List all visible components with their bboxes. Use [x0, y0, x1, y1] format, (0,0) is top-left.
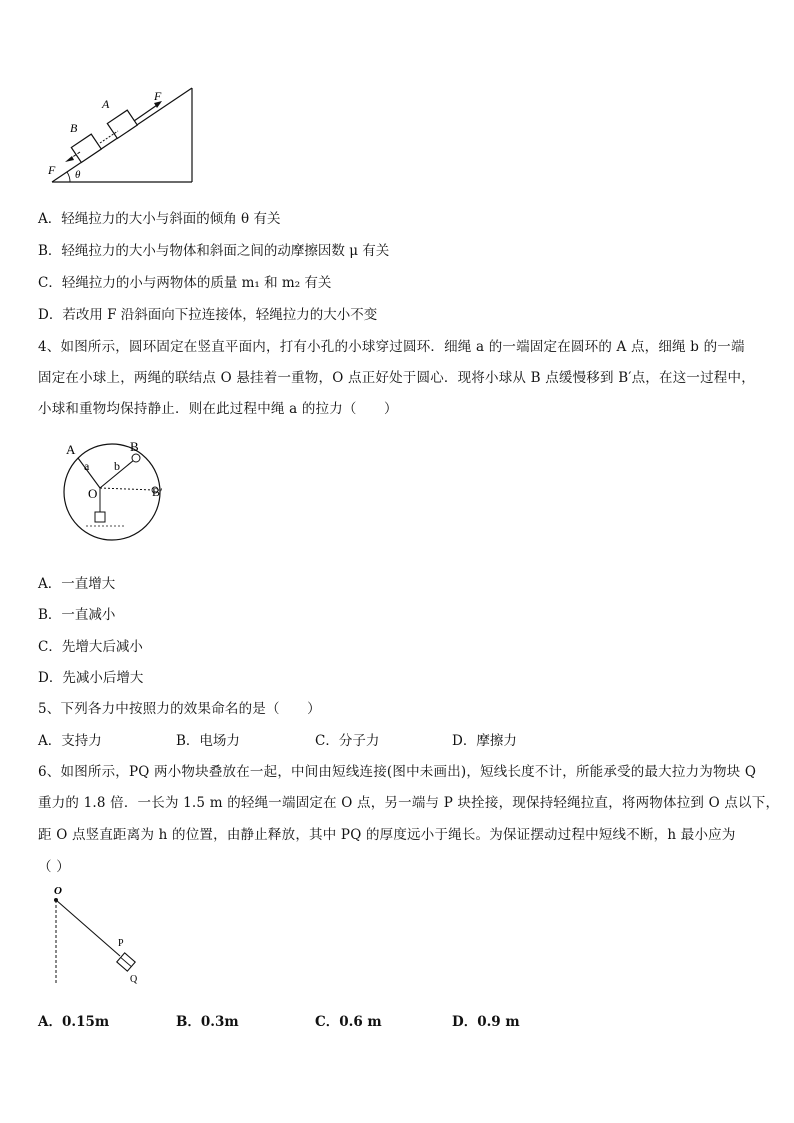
q3-option-a: A．轻绳拉力的大小与斜面的倾角 θ 有关 — [38, 211, 281, 227]
q6-stem-line3: 距 O 点竖直距离为 h 的位置，由静止释放，其中 PQ 的厚度远小于绳长。为保证摆动过程中短线不断，h 最小应为 — [38, 827, 736, 843]
q5-options — [38, 729, 758, 747]
block-b — [71, 134, 101, 162]
label-f-bottom: F — [48, 163, 56, 177]
q6-option-b: B．0.3m — [176, 1014, 239, 1030]
label-o: O — [88, 486, 98, 501]
label-b: B — [70, 121, 78, 135]
label-rope-a: a — [84, 459, 90, 473]
q4-stem-line2: 固定在小球上，两绳的联结点 O 悬挂着一重物，O 点正好处于圆心．现将小球从 B 点缓慢移到 B′点，在这一过程中， — [38, 370, 755, 386]
q6-stem-line2: 重力的 1.8 倍．一长为 1.5 m 的轻绳一端固定在 O 点，另一端与 P 块拴接，现保持轻绳拉直，将两物体拉到 O 点以下， — [38, 795, 780, 811]
q3-option-c: C．轻绳拉力的小与两物体的质量 m₁ 和 m₂ 有关 — [38, 275, 332, 291]
label-theta: θ — [75, 169, 81, 181]
label-f-top: F — [154, 89, 162, 103]
q5-option-c: C．分子力 — [315, 733, 380, 749]
q6-option-a: A．0.15m — [38, 1014, 110, 1030]
label-p: P — [118, 938, 124, 949]
pendulum-figure — [46, 884, 156, 988]
label-rope-b: b — [114, 459, 120, 473]
q6-stem-line1: 6、如图所示，PQ 两小物块叠放在一起，中间由短线连接(图中未画出)，短线长度不计，所能承受的最大拉力为物块 Q — [38, 764, 757, 780]
q3-option-d: D．若改用 F 沿斜面向下拉连接体，轻绳拉力的大小不变 — [38, 307, 378, 323]
label-ring-a: A — [66, 442, 76, 457]
q5-stem: 5、下列各力中按照力的效果命名的是（ ） — [38, 701, 321, 717]
label-q: Q — [130, 974, 138, 985]
q5-option-b: B．电场力 — [176, 733, 240, 749]
q4-stem-line3: 小球和重物均保持静止．则在此过程中绳 a 的拉力（ ） — [38, 401, 398, 417]
q4-option-d: D．先减小后增大 — [38, 670, 144, 686]
label-a: A — [102, 97, 110, 111]
q6-stem-line4: （ ） — [38, 859, 70, 875]
label-ring-b: B — [130, 439, 139, 454]
q6-options — [38, 1010, 758, 1028]
ring-figure — [54, 436, 174, 544]
q4-option-c: C．先增大后减小 — [38, 639, 143, 655]
q4-stem-line1: 4、如图所示，圆环固定在竖直平面内，打有小孔的小球穿过圆环．细绳 a 的一端固定在圆环的 A 点，细绳 b 的一端 — [38, 339, 745, 355]
incline-figure — [44, 84, 204, 188]
q4-option-a: A．一直增大 — [38, 576, 116, 592]
q5-option-a: A．支持力 — [38, 733, 102, 749]
label-b-prime: B′ — [152, 485, 163, 499]
q6-option-d: D．0.9 m — [452, 1014, 520, 1030]
label-pivot-o: O — [54, 885, 62, 897]
q5-option-d: D．摩擦力 — [452, 733, 517, 749]
q4-option-b: B．一直减小 — [38, 607, 116, 623]
q6-option-c: C．0.6 m — [315, 1014, 382, 1030]
q3-option-b: B．轻绳拉力的大小与物体和斜面之间的动摩擦因数 μ 有关 — [38, 243, 390, 259]
block-a — [107, 110, 137, 138]
